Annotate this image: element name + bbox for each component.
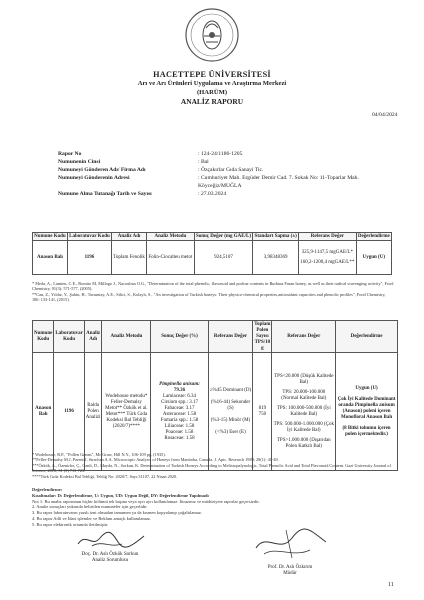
th-method: Analiz Metodu: [102, 321, 151, 353]
note: * Wodehouse, R.P., "Pollen Grains", Mc Graw, Hill N.Y., 106-109 pp, (1935).: [32, 452, 166, 457]
th-tps: Toplam Polen Sayısı TPS/10 g: [254, 321, 271, 351]
phenolic-table: [32, 232, 392, 275]
legend-item: 3. Bu rapor laboratuvarın yazılı izni olmadan tamamen ya da kısmen kopyalanıp çoğaltılamaz.: [32, 510, 202, 516]
stamp-image: [246, 524, 336, 564]
tps-ref-item: TPS: 100.000-500.000 (İyi Kalitede Bal): [276, 405, 331, 417]
info-row: [58, 190, 388, 198]
legend-item: 4. Bu rapor Adli ve İdari işlemler ve Reklam amaçlı kullanılamaz.: [32, 515, 151, 521]
result-item: Lamiaceae: 6.34: [163, 393, 197, 399]
ref-item: (<%3) Eser (E): [215, 429, 246, 435]
table-header-row: [33, 321, 398, 353]
report-info: [58, 150, 388, 199]
cell-reference: [299, 241, 357, 275]
signer-role: Analiz Sorumlusu: [91, 558, 129, 563]
result-item: Liliaceae: 1.58: [164, 423, 195, 429]
note: **Can, Z., Yıldız, Y., Şahin, H., Turumtay, A.E., Silici, S., Kolaylı, S., "An investigation of Turkish honeys: Their physico-chemical properties,antioxidant capacities and phenolic profiles", Food Chemistry, 180: 133-141, (2015).: [32, 291, 386, 303]
table-header-row: [33, 233, 392, 241]
legend-item: Not 1: Bu analiz raporunun hiçbir bölümü tek başına veya ayrı ayrı kullanılamaz. İtirazınız ve müdüriyete raporlar geçersizdir.: [32, 498, 260, 504]
tps-ref-item: TPS<20.000 (Düşük Kalitede Bal): [274, 373, 334, 385]
center-name: Arı ve Arı Ürünleri Uygulama ve Araştırma Merkezi: [137, 80, 287, 87]
evaluation-legend: [32, 487, 392, 528]
cell-method: Folin-Ciocalteu metot: [147, 241, 195, 275]
cell-sample: Anason Balı: [33, 353, 54, 471]
signer-name: Doç. Dr. Aslı Özkök Sorkun: [81, 552, 139, 557]
th-lab-code: Laboratuvar Kodu: [54, 321, 84, 353]
tps-ref-item: TPS: 500.000-1.000.000 (Çok İyi Kalitede Bal): [273, 421, 334, 433]
ref-item: (%3-15) Minör (M): [210, 417, 251, 423]
th-sample-code: Numune Kodu: [33, 321, 54, 353]
signature-right: [240, 565, 340, 577]
info-value: : Cumhuriyet Mah. Ergüder Demir Cad. 7. Sokak No: 11-Toparlar Mah. Köyceğiz/MUĞLA: [198, 175, 359, 190]
note: ***Özkök, A., Özenirler, Ç., Canli, D., Mayda, N., Sorkun, K. Determination of Turkish Honeys According to Melissopalynologic, Total Phenolic Acid and Total Flavonoid Content. Gazi University Journal of Science, 2018; 31 (3) 713-723.: [32, 462, 391, 474]
eval-item: (8 Bitki tohumu içeren polen içermektedir.): [342, 425, 391, 437]
phenolic-notes: [32, 281, 394, 303]
th-reference: Referans Değer: [299, 233, 357, 241]
signer-name: Prof. Dr. Aslı Özkırım: [267, 565, 313, 570]
pollen-notes: [32, 452, 394, 479]
pollen-table: [32, 320, 398, 471]
center-abbr: (HARÜM): [196, 89, 228, 96]
note: * Meda, A., Lamien, C.E., Romito M, Millogo J., Nacoulma O.G., "Determination of the total phenolic, flavonoid and proline contents in Burkina Fasan honey, as well as their radical scavenging activity", Food Chemistry, 91(3): 571-577, (2005).: [32, 281, 394, 292]
info-value: : Bal: [198, 159, 209, 166]
cell-lab: 1196: [54, 353, 84, 471]
th-reference-2: Referans Değer: [272, 321, 336, 353]
info-value: : 27.03.2024: [198, 191, 227, 198]
result-item: Fumaria spp.: 1.58: [160, 417, 199, 423]
result-item: Poaceae: 1.58: [165, 429, 194, 435]
ref-2: 160,2-1200,4 mgGAE/L**: [300, 259, 355, 265]
th-sample-code: Numune Kodu: [34, 233, 66, 239]
th-std: Standart Sapma (±): [254, 233, 297, 239]
info-label: Numuneyi Gönderenin Adresi: [58, 175, 130, 182]
cell-sample: Anason Balı: [33, 241, 68, 275]
info-value: : 124-24/1186-1205: [198, 151, 243, 157]
university-logo: [182, 6, 242, 64]
cell-analysis: Balda Polen Analizi: [84, 353, 102, 471]
cell-analysis: Toplam Fenolik: [112, 241, 147, 275]
ref-item: (%16-44) Sekonder (S): [210, 399, 251, 411]
th-method: Analiz Metodu: [147, 233, 195, 241]
info-row: [58, 174, 388, 190]
cell-result: 924,5107: [194, 241, 253, 275]
university-title: HACETTEPE ÜNİVERSİTESİ: [153, 70, 271, 79]
info-row: [58, 150, 388, 158]
legend-title: Değerlendirme:: [32, 487, 63, 492]
signature-left-image: [72, 528, 152, 550]
th-evaluation: Değerlendirme: [357, 233, 390, 239]
table-row: [33, 241, 392, 275]
th-analysis: Analiz Adı: [84, 321, 102, 353]
result-item: Cirsium spp.: 3.17: [161, 399, 198, 405]
ref-item: ≥%45 Dominant (D): [209, 387, 252, 393]
th-result: Sonuç Değer (%): [151, 321, 208, 353]
cell-method: Wodehouse metodu* Feller-Demalsy Metot** Özkök et al. Metot*** Türk Gıda Kodeksi Bal Tebliği (2020/7)****: [102, 353, 151, 471]
tps-ref-item: TPS: 20.000-100.000 (Normal Kalitede Bal): [281, 389, 327, 401]
cell-std: 3,98348369: [253, 241, 299, 275]
info-value: : Özçakırlar Gıda Sanayi Tic.: [198, 167, 264, 174]
cell-tps: 819 750: [253, 353, 272, 471]
result-item: Rosaceae: 1.58: [164, 435, 195, 441]
legend-item: 2. Analiz sonuçları yukarıda belirtilen numuneler için geçerlidir.: [32, 504, 148, 510]
report-title: ANALİZ RAPORU: [180, 97, 244, 106]
eval-item: Çok İyi Kalitede Dominant oranda Pimpinella anisum (Anason) poleni içeren Monofloral Anason Balı: [337, 396, 396, 420]
info-label: Rapor No: [58, 151, 82, 157]
result-title: Pimpinella anisum:: [159, 381, 200, 387]
info-label: Numuneyi Gönderen Adı/ Firma Adı: [58, 167, 146, 174]
report-date: 04/04/2024: [372, 112, 398, 118]
result-main: 79.36: [173, 387, 186, 393]
info-row: [58, 158, 388, 166]
result-item: Asteraceae: 1.58: [162, 411, 197, 417]
note: **Feller-Demalsy M.J, Parent J, Strachan A.A. Microscopic Analysis of Honeys from Manitoba, Canada. J. Apic. Research 1989; 28(1): 41-49.: [32, 457, 279, 463]
note: ****Türk Gıda Kodeksi Bal Tebliği, Tebliğ No: 2020/7, Sayı:31107, 22 Nisan 2020.: [32, 473, 178, 479]
th-reference: Referans Değer: [208, 321, 253, 353]
th-result: Sonuç Değer (mg GAE/L): [195, 233, 251, 239]
tps-ref-item: TPS>1.000.000 (Dışarıdan Polen Katkılı Bal): [276, 437, 331, 449]
legend-item: 5. Bu rapor elektronik ortamda iletilmiştir.: [32, 521, 109, 527]
cell-evaluation: Uygun (U): [356, 241, 391, 275]
eval-item: Uygun (U): [355, 385, 378, 391]
info-row: [58, 166, 388, 174]
cell-lab: 1196: [67, 241, 111, 275]
ref-1: 325,9-1147,5 mgGAE/L*: [301, 249, 353, 255]
signature-left: [60, 552, 160, 564]
page-number: 11: [388, 582, 394, 588]
th-evaluation: Değerlendirme: [336, 321, 398, 353]
result-item: Fabaceae: 3.17: [164, 405, 195, 411]
info-label: Numunenin Cinsi: [58, 159, 101, 166]
legend-key: Kısaltmalar: D: Değerlendirme, U: Uygun, UD: Uygun Değil, DY: Değerlendirme Yapılmadı: [32, 492, 209, 498]
info-label: Numune Alma Tutanağı Tarih ve Sayısı: [58, 191, 152, 198]
signer-role: Müdür: [283, 571, 297, 576]
th-analysis: Analiz Adı: [112, 233, 147, 241]
th-lab-code: Laboratuvar Kodu: [69, 233, 110, 239]
